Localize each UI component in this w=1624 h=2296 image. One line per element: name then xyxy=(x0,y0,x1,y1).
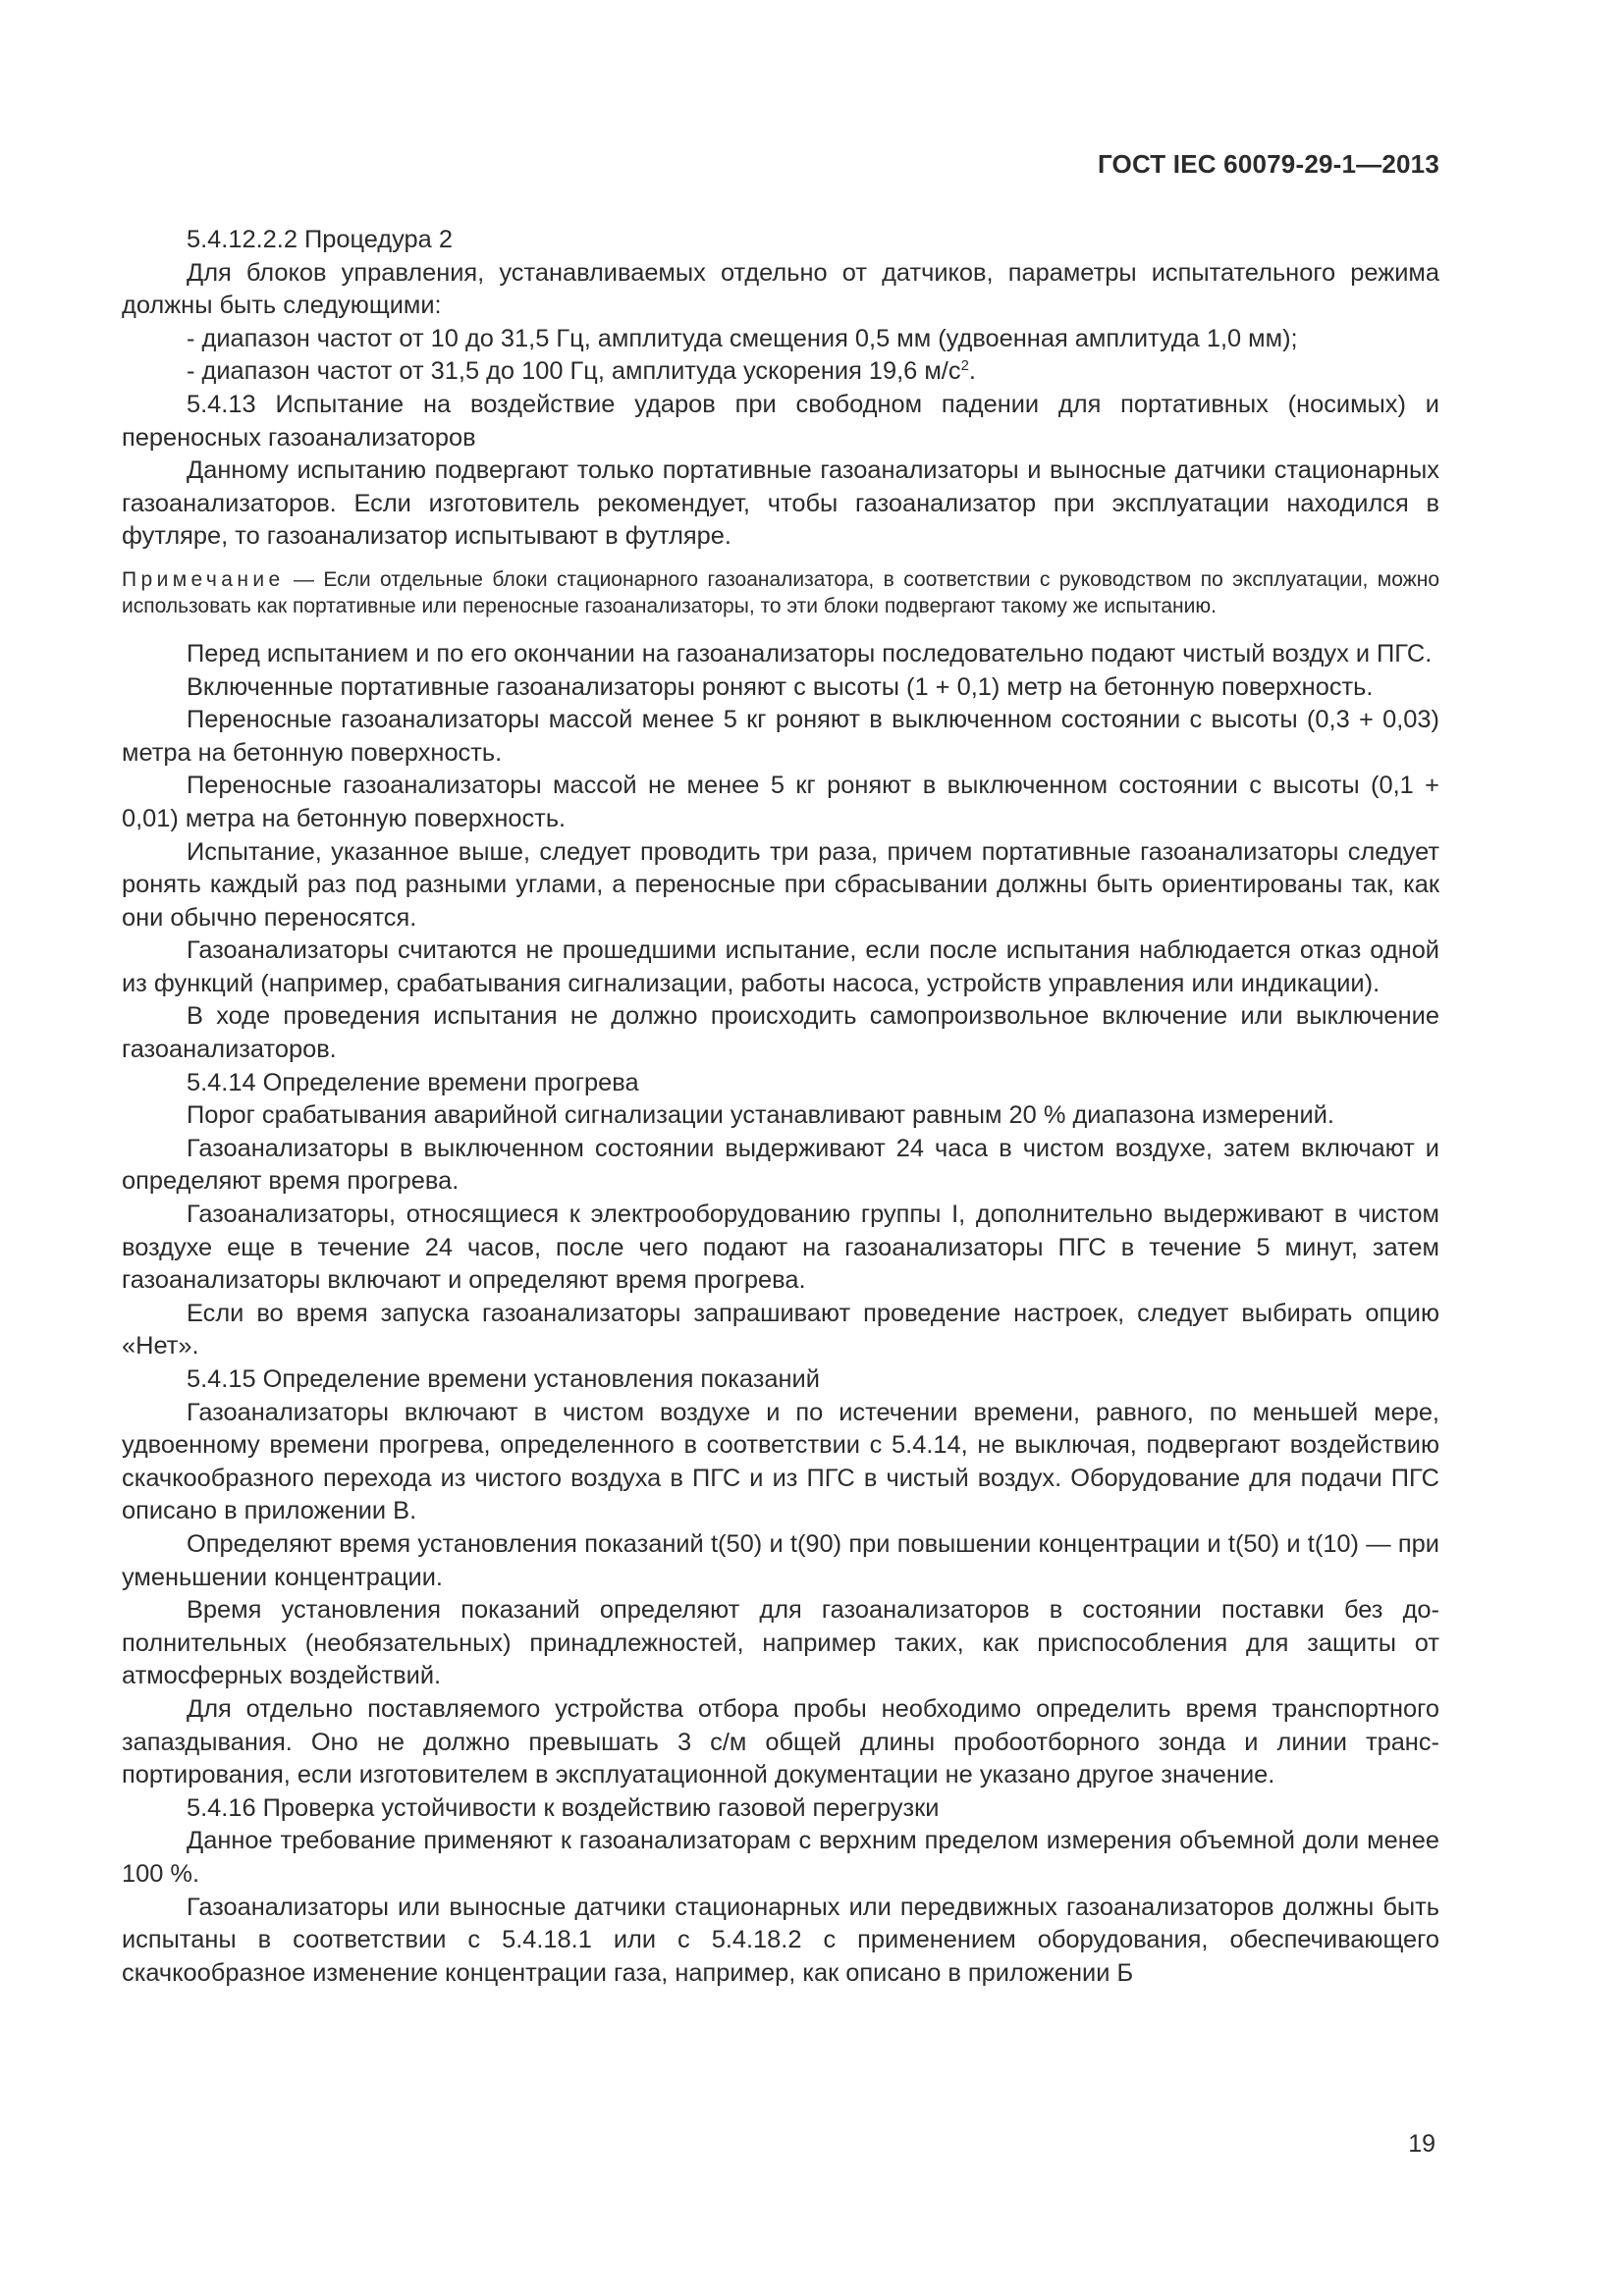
page-number: 19 xyxy=(1408,2130,1435,2158)
paragraph: Газоанализаторы в выключенном состоянии выдерживают 24 часа в чистом воздухе, затем включают и определяют время прогрева. xyxy=(122,1134,1439,1196)
list-item: - диапазон частот от 10 до 31,5 Гц, амплитуда смещения 0,5 мм (удвоенная амплитуда 1,0 мм); xyxy=(187,324,1298,352)
paragraph: Определяют время установления показаний t(50) и t(90) при повышении концентрации и t(50) и t(10) — при уменьшении концентрации. xyxy=(122,1529,1439,1591)
section-title-5-4-14: 5.4.14 Определение времени прогрева xyxy=(187,1068,639,1096)
paragraph: Переносные газоанализаторы массой не менее 5 кг роняют в выключенном состоянии с высоты (0,1 + 0,01) метра на бетонную поверхность. xyxy=(122,772,1439,832)
section-title-5-4-13: 5.4.13 Испытание на воздействие ударов при свободном падении для портативных (носимых) и переносных газоанализаторов xyxy=(122,390,1439,452)
acceleration-tail: . xyxy=(968,357,976,386)
subsection-title-procedure-2: 5.4.12.2.2 Процедура 2 xyxy=(187,226,453,253)
paragraph: Порог срабатывания аварийной сигнализации устанавливают равным 20 % диапазона измерений. xyxy=(187,1101,1334,1130)
section-title-5-4-16: 5.4.16 Проверка устойчивости к воздействию газовой перегрузки xyxy=(187,1793,940,1822)
paragraph: Перед испытанием и по его окончании на газоанализаторы последовательно подают чистый воздух и ПГС. xyxy=(187,639,1433,667)
paragraph: Время установления показаний определяют для газоанализаторов в состоянии поставки без дополнительных (необязательных) принадлежностей, например таких, как приспособления для защиты от атмосферных воздействий. xyxy=(122,1596,1439,1690)
acceleration-text: - диапазон частот от 31,5 до 100 Гц, амплитуда ускорения 19,6 м/с xyxy=(187,357,961,386)
paragraph: Если во время запуска газоанализаторы запрашивают проведение настроек, следует выбирать опцию «Нет». xyxy=(122,1299,1439,1361)
paragraph: Для отдельно поставляемого устройства отбора пробы необходимо определить время транспортного запаздывания. Оно не должно превышать 3 с/м общей длины пробоотборного зонда и линии транспортирования, если изготовителем в эксплуатационной документации не указано другое значение. xyxy=(122,1694,1439,1789)
section-title-5-4-15: 5.4.15 Определение времени установления показаний xyxy=(187,1365,820,1393)
paragraph: Газоанализаторы или выносные датчики стационарных или передвижных газоанализаторов должны быть испытаны в соответствии с 5.4.18.1 или с 5.4.18.2 с применением оборудования, обеспечивающего скачкообразное изменение концентрации газа, например, как описано в приложении Б xyxy=(122,1893,1439,1987)
note-text: — Если отдельные блоки стационарного газоанализатора, в соответствии с руководством по эксплуатации, можно использовать как портативные или переносные газоанализаторы, то эти блоки подвергают такому же испытанию. xyxy=(122,567,1439,617)
paragraph: Данное требование применяют к газоанализаторам с верхним пределом измерения объемной доли менее 100 %. xyxy=(122,1827,1439,1888)
superscript: 2 xyxy=(960,357,969,375)
paragraph: Газоанализаторы считаются не прошедшими испытание, если после испытания наблюдается отказ одной из функций (например, срабатывания сигнализации, работы насоса, устройств управления или индикации). xyxy=(122,936,1439,997)
paragraph: В ходе проведения испытания не должно происходить самопроизвольное включение или выключение газоанализаторов. xyxy=(122,1002,1439,1064)
paragraph: Испытание, указанное выше, следует проводить три раза, причем портативные газоанализаторы следует ронять каждый раз под разными углами, а переносные при сбрасывании должны быть ориентированы так, как они обычно переносятся. xyxy=(122,837,1439,932)
page-content xyxy=(122,224,1439,1990)
paragraph: Данному испытанию подвергают только портативные газоанализаторы и выносные датчики стационарных газоанализаторов. Если изготовитель рекомендует, чтобы газоанализатор при эксплуатации находился в футляре, то газоанализатор испытывают в футляре. xyxy=(122,456,1439,551)
paragraph: Переносные газоанализаторы массой менее 5 кг роняют в выключенном состоянии с высоты (0,3 + 0,03) метра на бетонную поверхность. xyxy=(122,706,1439,767)
paragraph: Газоанализаторы включают в чистом воздухе и по истечении времени, равного, по меньшей мере, удвоенному времени прогрева, определенного в соответствии с 5.4.14, не выключая, подвергают воздействию скачкообразного перехода из чистого воздуха в ПГС и из ПГС в чистый воздух. Оборудование для подачи ПГС описано в приложении В. xyxy=(122,1398,1439,1525)
paragraph: Для блоков управления, устанавливаемых отдельно от датчиков, параметры испытательного режима должны быть следующими: xyxy=(122,258,1439,320)
paragraph: Включенные портативные газоанализаторы роняют с высоты (1 + 0,1) метр на бетонную поверхность. xyxy=(187,672,1374,701)
paragraph: Газоанализаторы, относящиеся к электрооборудованию группы I, дополнительно выдерживают в чистом воздухе еще в течение 24 часов, после чего подают на газоанализаторы ПГС в течение 5 минут, затем газоанализаторы включают и определяют время прогрева. xyxy=(122,1201,1439,1295)
list-item-acceleration xyxy=(122,355,1439,389)
note-block xyxy=(122,566,1439,619)
note-label: Примечание xyxy=(122,567,285,591)
document-code-header: ГОСТ IEC 60079-29-1—2013 xyxy=(1097,149,1439,179)
